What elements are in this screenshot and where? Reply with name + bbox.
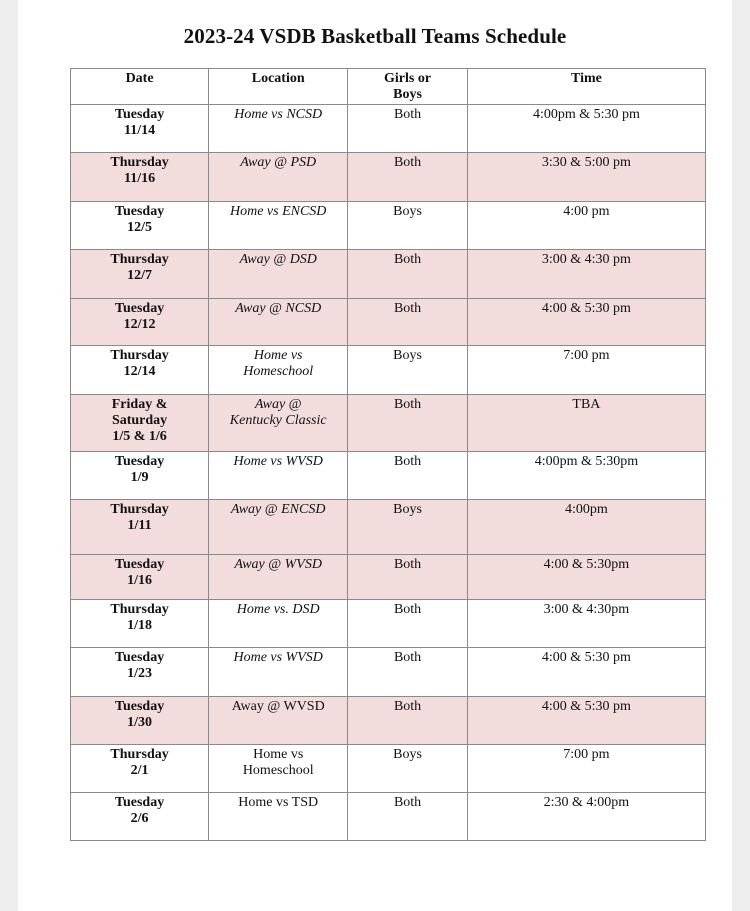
cell-date: Tuesday 1/30 [71, 697, 209, 745]
cell-time: 4:00pm & 5:30pm [467, 452, 705, 500]
column-header-location: Location [209, 69, 348, 105]
cell-date: Tuesday 2/6 [71, 793, 209, 841]
cell-date: Thursday 1/11 [71, 500, 209, 555]
cell-date: Thursday 1/18 [71, 600, 209, 648]
cell-location: Home vs WVSD [209, 648, 348, 697]
table-row [71, 555, 706, 600]
cell-location: Away @ ENCSD [209, 500, 348, 555]
cell-team: Both [348, 648, 468, 697]
table-row [71, 202, 706, 250]
table-row [71, 395, 706, 452]
page-title: 2023-24 VSDB Basketball Teams Schedule [183, 24, 567, 48]
cell-team: Both [348, 697, 468, 745]
schedule-table [70, 68, 706, 841]
table-row [71, 452, 706, 500]
table-row [71, 299, 706, 346]
document-page [18, 0, 732, 911]
table-row [71, 250, 706, 299]
cell-team: Both [348, 600, 468, 648]
cell-location: Home vs NCSD [209, 105, 348, 153]
cell-time: 4:00pm [467, 500, 705, 555]
table-row [71, 745, 706, 793]
cell-time: 4:00 & 5:30 pm [467, 648, 705, 697]
cell-time: 3:00 & 4:30 pm [467, 250, 705, 299]
cell-location: Home vs Homeschool [209, 346, 348, 395]
table-row [71, 105, 706, 153]
cell-location: Away @ WVSD [209, 697, 348, 745]
cell-time: 4:00 & 5:30pm [467, 555, 705, 600]
cell-time: 7:00 pm [467, 745, 705, 793]
cell-date: Tuesday 12/12 [71, 299, 209, 346]
table-row [71, 648, 706, 697]
table-row [71, 697, 706, 745]
cell-date: Tuesday 1/16 [71, 555, 209, 600]
cell-team: Both [348, 153, 468, 202]
cell-time: 4:00pm & 5:30 pm [467, 105, 705, 153]
cell-team: Both [348, 250, 468, 299]
cell-location: Home vs WVSD [209, 452, 348, 500]
cell-date: Thursday 11/16 [71, 153, 209, 202]
table-row [71, 500, 706, 555]
cell-date: Tuesday 12/5 [71, 202, 209, 250]
cell-location: Away @ WVSD [209, 555, 348, 600]
cell-team: Both [348, 555, 468, 600]
cell-time: TBA [467, 395, 705, 452]
table-header-row [71, 69, 706, 105]
cell-time: 4:00 pm [467, 202, 705, 250]
table-row [71, 600, 706, 648]
cell-location: Away @ PSD [209, 153, 348, 202]
cell-date: Thursday 12/14 [71, 346, 209, 395]
cell-location: Away @ Kentucky Classic [209, 395, 348, 452]
column-header-time: Time [467, 69, 705, 105]
table-row [71, 793, 706, 841]
cell-location: Home vs TSD [209, 793, 348, 841]
cell-team: Both [348, 395, 468, 452]
cell-time: 4:00 & 5:30 pm [467, 697, 705, 745]
cell-date: Thursday 12/7 [71, 250, 209, 299]
table-row [71, 153, 706, 202]
cell-date: Tuesday 11/14 [71, 105, 209, 153]
cell-date: Thursday 2/1 [71, 745, 209, 793]
column-header-date: Date [71, 69, 209, 105]
cell-location: Away @ DSD [209, 250, 348, 299]
cell-team: Both [348, 299, 468, 346]
cell-time: 4:00 & 5:30 pm [467, 299, 705, 346]
cell-team: Both [348, 452, 468, 500]
cell-team: Both [348, 105, 468, 153]
cell-time: 3:00 & 4:30pm [467, 600, 705, 648]
column-header-girls-or-boys: Girls or Boys [348, 69, 468, 105]
cell-date: Tuesday 1/9 [71, 452, 209, 500]
cell-location: Away @ NCSD [209, 299, 348, 346]
cell-location: Home vs ENCSD [209, 202, 348, 250]
cell-location: Home vs Homeschool [209, 745, 348, 793]
cell-team: Boys [348, 346, 468, 395]
cell-team: Boys [348, 202, 468, 250]
cell-location: Home vs. DSD [209, 600, 348, 648]
cell-time: 3:30 & 5:00 pm [467, 153, 705, 202]
cell-time: 2:30 & 4:00pm [467, 793, 705, 841]
cell-time: 7:00 pm [467, 346, 705, 395]
cell-date: Tuesday 1/23 [71, 648, 209, 697]
cell-team: Boys [348, 745, 468, 793]
cell-date: Friday & Saturday 1/5 & 1/6 [71, 395, 209, 452]
cell-team: Boys [348, 500, 468, 555]
table-row [71, 346, 706, 395]
cell-team: Both [348, 793, 468, 841]
